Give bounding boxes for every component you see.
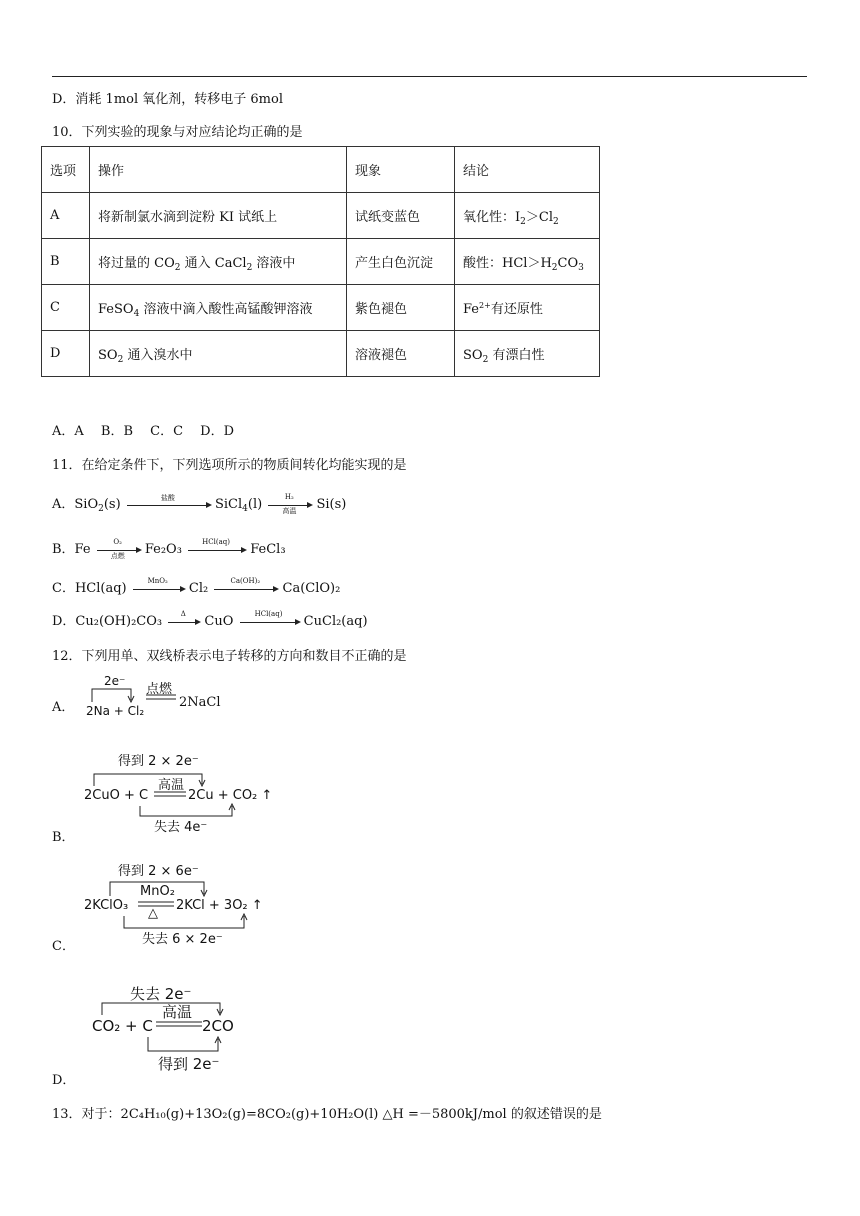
table-row: [42, 193, 600, 239]
row-operation: FeSO$_4$ 溶液中滴入酸性高锰酸钾溶液: [90, 285, 347, 331]
q12-option-a-diagram: 2e⁻ 2Na + Cl₂ 点燃 2NaCl: [86, 674, 221, 718]
q10-table: [41, 146, 600, 377]
row-phenomenon: 紫色褪色: [347, 285, 455, 331]
q10-answer-options: A．A B．B C．C D．D: [52, 424, 235, 439]
reaction-arrow: O₂ 点燃: [97, 548, 139, 551]
table-row: [42, 285, 600, 331]
q12-option-b-diagram: 得到 2 × 2e⁻ 2CuO + C 高温 2Cu + CO₂ ↑ 失去 4e⁻: [84, 750, 264, 832]
row-conclusion: $SO_2$ 有漂白性: [455, 331, 600, 377]
reaction-arrow: HCl(aq): [188, 548, 244, 551]
row-option: D: [42, 331, 90, 377]
q12-option-c-diagram: 得到 2 × 6e⁻ 2KClO₃ MnO₂ △ 2KCl + 3O₂ ↑ 失去 6 × 2e⁻: [84, 860, 274, 944]
reaction-arrow: MnO₂: [133, 587, 183, 590]
single-bridge-line: [86, 674, 146, 704]
q11-option-a: A．SiO$_2$(s) 盐酸 SiCl$_4$(l) H₂ 高温 Si(s): [52, 493, 347, 515]
row-phenomenon: 溶液褪色: [347, 331, 455, 377]
top-rule: [52, 76, 807, 77]
q11-option-c: C．HCl(aq) MnO₂ Cl₂ Ca(OH)₂ Ca(ClO)₂: [52, 577, 341, 596]
row-phenomenon: 产生白色沉淀: [347, 239, 455, 285]
table-row: [42, 331, 600, 377]
row-conclusion: $Fe^{2+}$有还原性: [455, 285, 600, 331]
table-header-row: [42, 147, 600, 193]
equals-sign: [146, 693, 178, 701]
q12-stem: 12．下列用单、双线桥表示电子转移的方向和数目不正确的是: [52, 649, 407, 664]
row-operation: $SO_2$ 通入溴水中: [90, 331, 347, 377]
header-option: 选项: [42, 147, 90, 193]
q9-option-d: D．消耗 1mol 氧化剂，转移电子 6mol: [52, 92, 283, 107]
q11-stem: 11．在给定条件下，下列选项所示的物质间转化均能实现的是: [52, 458, 407, 473]
row-option: B: [42, 239, 90, 285]
reaction-arrow: 盐酸: [127, 503, 209, 506]
row-option: A: [42, 193, 90, 239]
q13-stem: 13．对于：2C₄H₁₀(g)+13O₂(g)=8CO₂(g)+10H₂O(l) △H =－5800kJ/mol 的叙述错误的是: [52, 1107, 602, 1122]
q12-option-d-diagram: 失去 2e⁻ CO₂ + C 高温 2CO 得到 2e⁻: [92, 983, 252, 1073]
reaction-arrow: H₂ 高温: [268, 503, 310, 506]
header-phenomenon: 现象: [347, 147, 455, 193]
row-option: C: [42, 285, 90, 331]
row-conclusion: 酸性：$HCl>H_2CO_3$: [455, 239, 600, 285]
q12-option-a-label: A．: [52, 700, 75, 715]
q11-option-d: D．Cu₂(OH)₂CO₃ Δ CuO HCl(aq) CuCl₂(aq): [52, 610, 368, 629]
reaction-arrow: Δ: [168, 620, 198, 623]
q12-option-c-label: C．: [52, 939, 75, 954]
row-operation: 将过量的 $CO_2$ 通入 CaCl$_2$ 溶液中: [90, 239, 347, 285]
q12-option-d-label: D．: [52, 1073, 76, 1088]
row-conclusion: 氧化性：$I_2>Cl_2$: [455, 193, 600, 239]
q10-stem: 10．下列实验的现象与对应结论均正确的是: [52, 125, 303, 140]
table-row: [42, 239, 600, 285]
header-conclusion: 结论: [455, 147, 600, 193]
q11-option-b: B．Fe O₂ 点燃 Fe₂O₃ HCl(aq) FeCl₃: [52, 538, 286, 560]
reaction-arrow: Ca(OH)₂: [214, 587, 276, 590]
reaction-arrow: HCl(aq): [240, 620, 298, 623]
row-phenomenon: 试纸变蓝色: [347, 193, 455, 239]
row-operation: 将新制氯水滴到淀粉 KI 试纸上: [90, 193, 347, 239]
q12-option-b-label: B．: [52, 830, 75, 845]
header-operation: 操作: [90, 147, 347, 193]
